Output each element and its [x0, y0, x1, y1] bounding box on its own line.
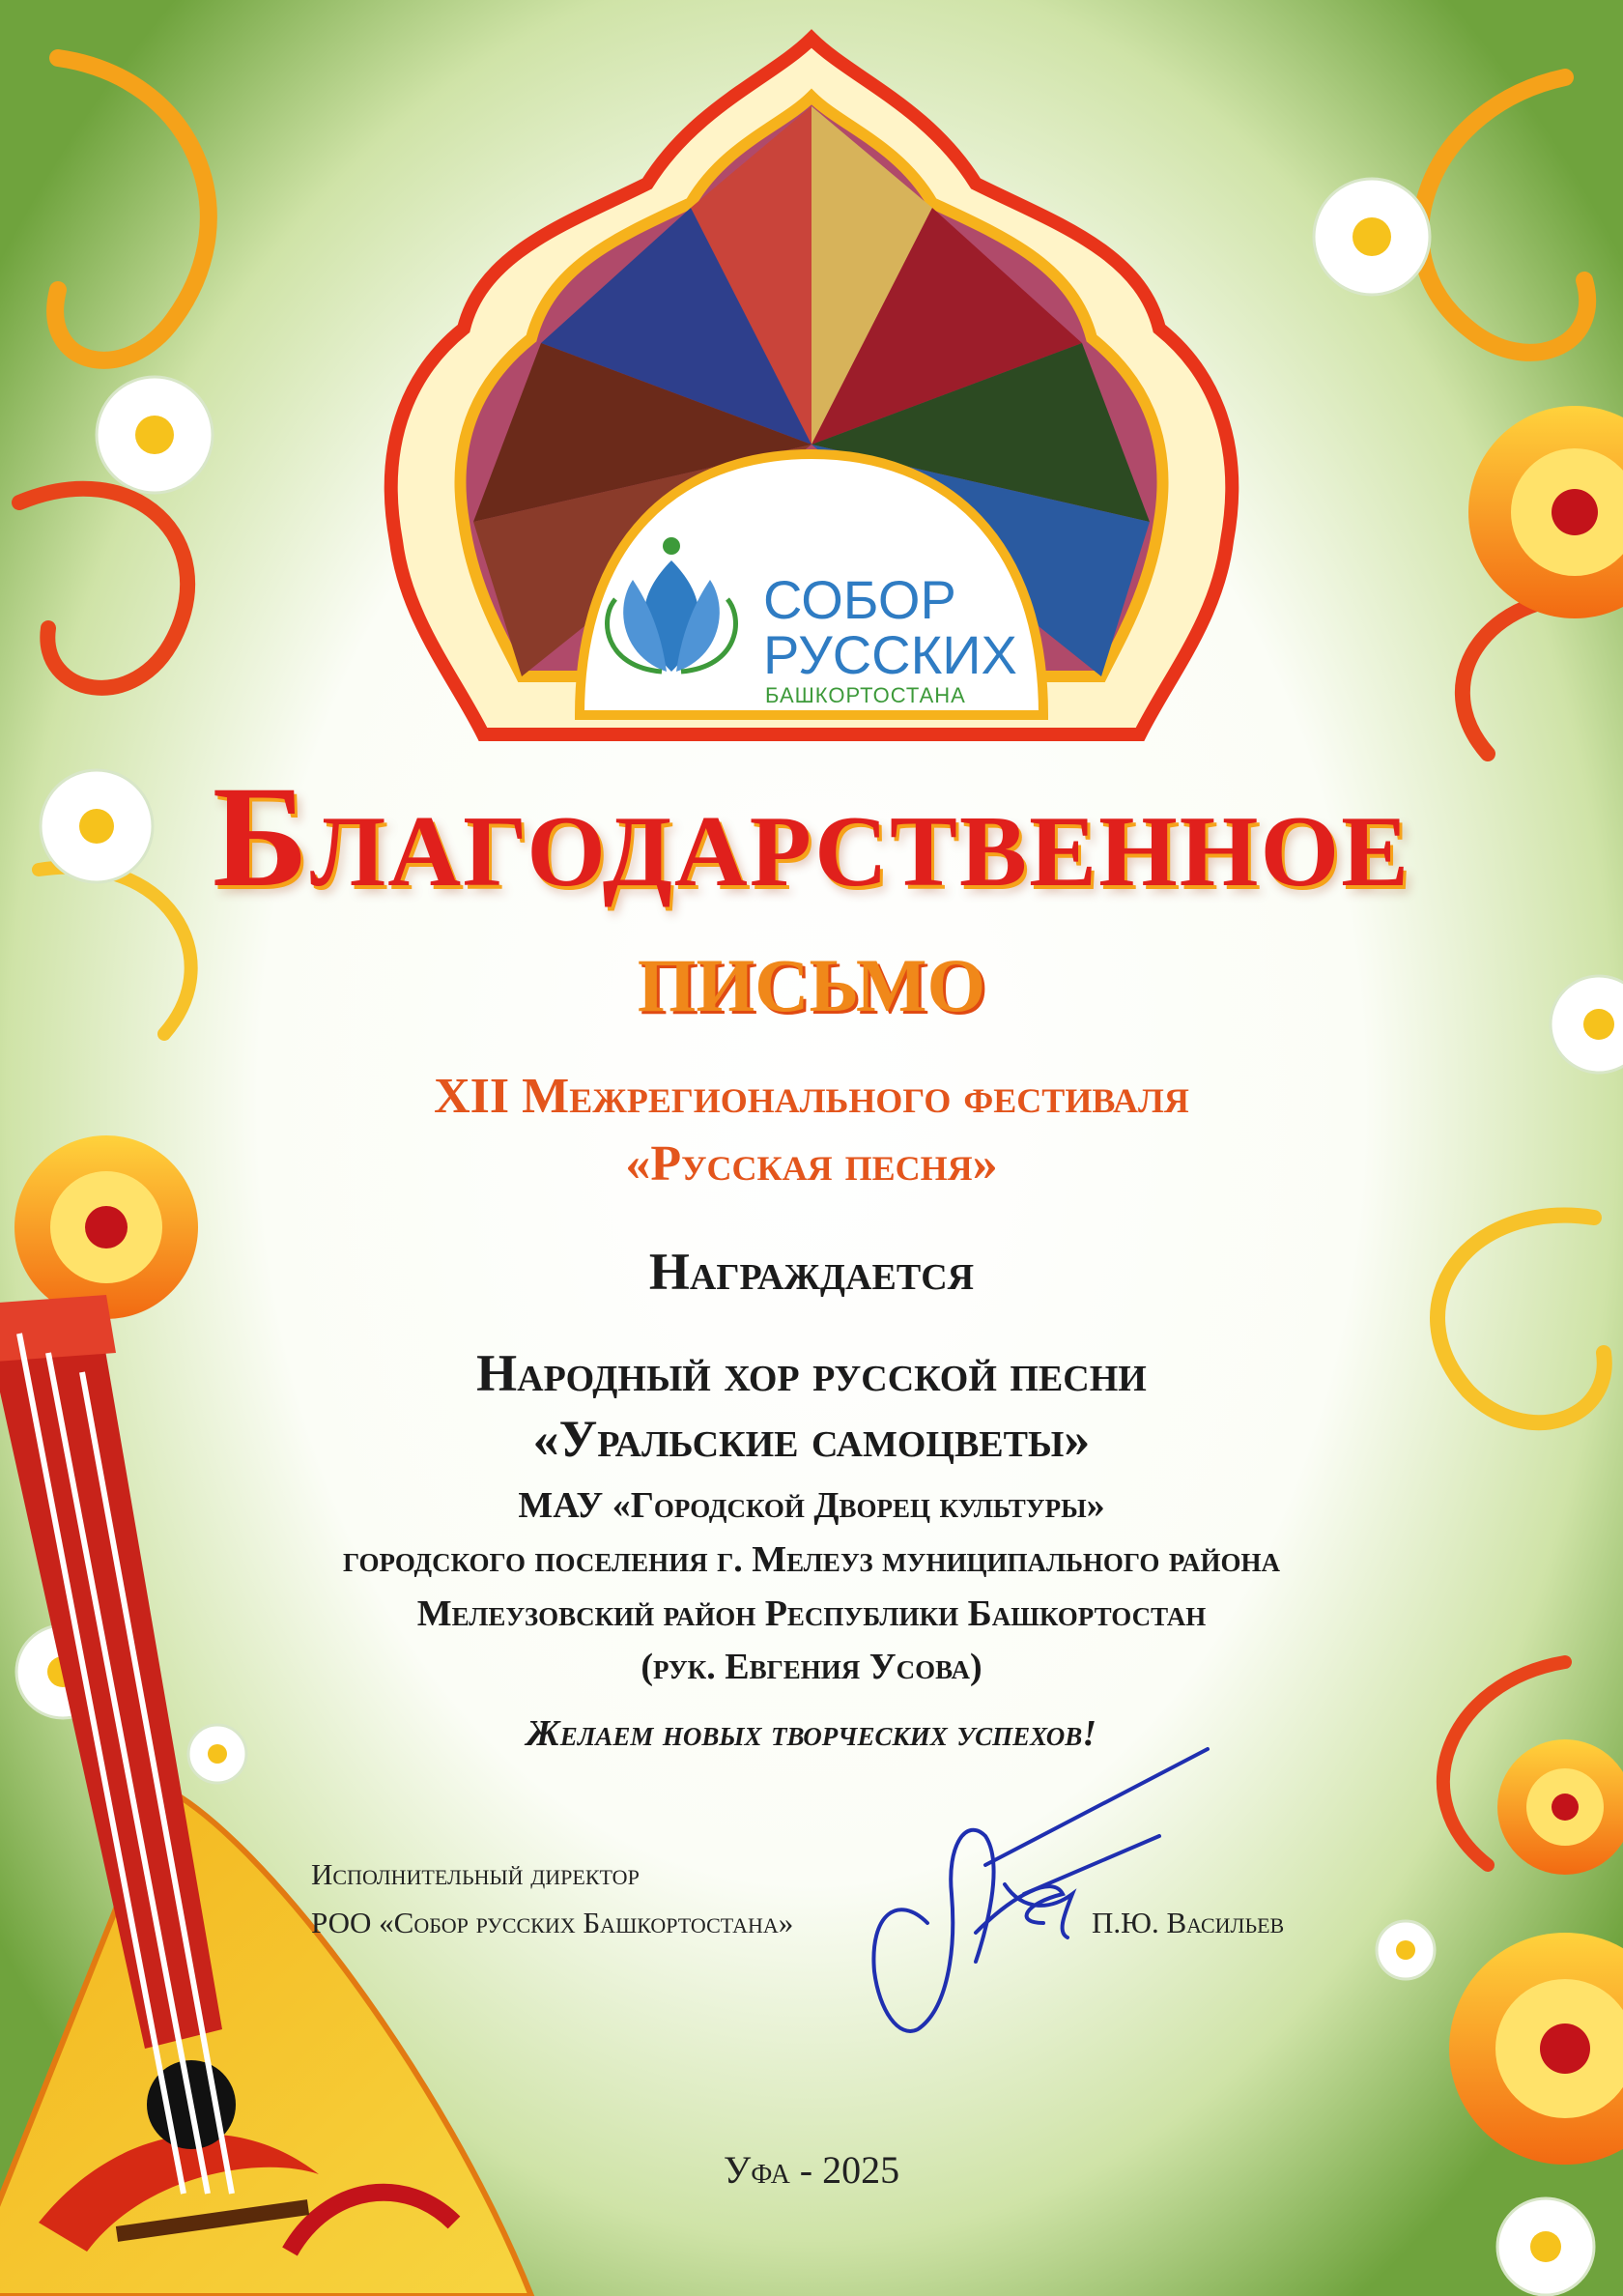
- org-line-3: Мелеузовский район Республики Башкортостан: [416, 1593, 1207, 1634]
- signatory-name: П.Ю. Васильев: [1092, 1906, 1285, 1939]
- logo-line-2: РУССКИХ: [763, 624, 1017, 685]
- title-line-1: Благодарственное: [212, 757, 1411, 917]
- logo-line-3: БАШКОРТОСТАНА: [765, 683, 966, 707]
- org-line-4: (рук. Евгения Усова): [641, 1647, 982, 1687]
- recipient-line-2: «Уральские самоцветы»: [532, 1410, 1091, 1468]
- recipient-line-1: Народный хор русской песни: [476, 1344, 1147, 1402]
- awarded-heading: Награждается: [648, 1243, 975, 1301]
- org-line-1: МАУ «Городской Дворец культуры»: [518, 1485, 1105, 1526]
- festival-line-2: «Русская песня»: [625, 1136, 998, 1191]
- org-line-2: городского поселения г. Мелеуз муниципального района: [343, 1539, 1280, 1580]
- place-year: Уфа - 2025: [723, 2148, 900, 2192]
- signatory-role-line-2: РОО «Собор русских Башкортостана»: [311, 1906, 794, 1939]
- title-line-2: письмо: [637, 915, 986, 1035]
- festival-line-1: XII Межрегионального фестиваля: [434, 1069, 1189, 1124]
- wish-line: Желаем новых творческих успехов!: [526, 1713, 1097, 1754]
- logo-line-1: СОБОР: [763, 569, 956, 630]
- signatory-role-line-1: Исполнительный директор: [311, 1857, 640, 1891]
